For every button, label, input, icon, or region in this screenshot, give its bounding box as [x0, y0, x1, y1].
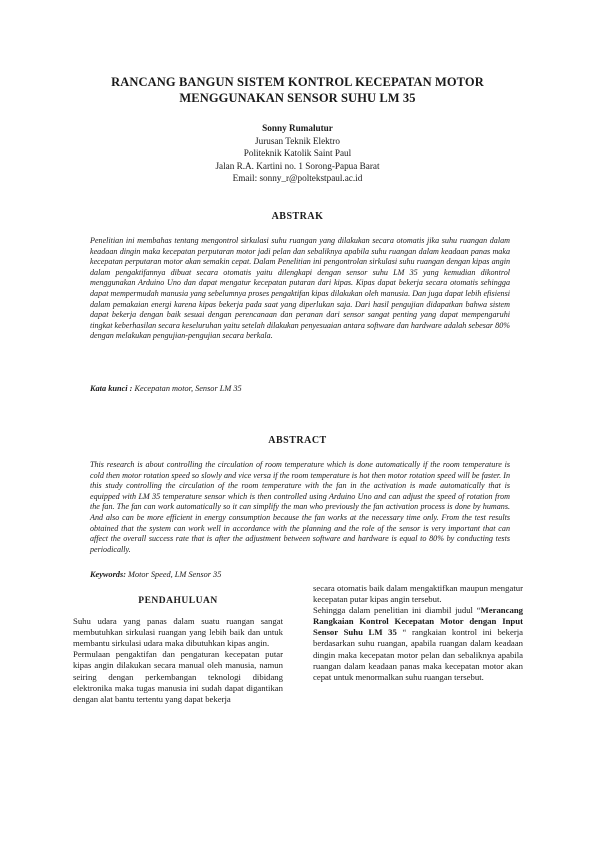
pendahuluan-right-paragraph-2 — [313, 605, 523, 683]
author-department: Jurusan Teknik Elektro — [255, 135, 340, 146]
right-p2-rest: “ rangkaian kontrol ini bekerja berdasarkan suhu ruangan, apabila ruangan dalam keadaan dingin maka kecepatan motor pelan dan sebaliknya apabila ruangan dalam keadaan panas maka kecepatan motor akan cepat untuk menormalkan suhu ruangan tersebut. — [313, 627, 524, 682]
pendahuluan-heading: PENDAHULUAN — [138, 596, 218, 606]
pendahuluan-left-paragraph-1: Suhu udara yang panas dalam suatu ruangan sangat membutuhkan sirkulasi ruangan yang lebih baik dan untuk membantu sirkulasi udara maka dibutuhkan kipas angin. — [73, 616, 283, 649]
title-line-1: RANCANG BANGUN SISTEM KONTROL KECEPATAN MOTOR — [111, 75, 484, 89]
author-block — [140, 122, 455, 185]
abstract-keywords — [90, 569, 510, 580]
paper-title — [60, 74, 535, 106]
abstrak-keywords — [90, 383, 510, 394]
abstrak-keywords-value: Kecepatan motor, Sensor LM 35 — [132, 384, 242, 393]
author-name: Sonny Rumalutur — [262, 123, 333, 133]
abstract-body: This research is about controlling the circulation of room temperature which is done automatically if the room temperature is cold then motor rotation speed so slowly and vice versa if the room temperature is hot then motor rotation speed will be faster. In this study controlling the circulation of the room temperature with the fan in the activation is made automatically that is equipped with LM 35 temperature sensor which is then controlled using Arduino Uno and can adjust the speed of rotation from the fan. The fan can work automatically so it can simplify the man who previously the fan activation process is done by humans. And also can be more efficient in energy consumption because the fan works at the necessary time only. From the test results obtained that the system can work well in accordance with the planning and the role of the sensor is very important that can affect the overall success rate that is after the adjustment between software and hardware is equal to 80% by conducting tests periodically. — [90, 460, 510, 554]
abstrak-keywords-label: Kata kunci : — [90, 384, 133, 393]
abstrak-body: Penelitian ini membahas tentang mengontrol sirkulasi suhu ruangan yang dilakukan secara otomatis jika suhu ruangan dalam keadaan dingin maka kecepatan perputaran motor jadi pelan dan sebaliknya apabila suhu ruangan dalam keadaan panas maka kecepatan perputaran motor akan semakin cepat. Dalam Penelitian ini pengontrolan sirkulasi suhu ruangan dengan kipas angin dalam pengaktifannya dibuat secara otomatis yaitu dilengkapi dengan sensor suhu LM 35 yang kemudian dikontrol menggunakan Arduino Uno dan dapat mengatur kecepatan putaran dari kipas. Kipas dapat bekerja secara otomatis sehingga dapat mempermudah manusia yang sebelumnya proses pengaktifan kipas dilakukan oleh manusia. Dan juga dapat lebih efisiensi dalam pemakaian energi karena kipas bekerja pada saat yang diperlukan saja. Dari hasil pengujian didapatkan bahwa sistem dapat bekerja dengan baik sesuai dengan perencanaan dan peranan dari sensor sangat penting yang dapat mempengaruhi tingkat keberhasilan secara keseluruhan yaitu setelah dilakukan penyesuaian antara software dan hardware adalah sebesar 80% dengan melakukan pengujian-pengujian secara berkala. — [90, 236, 510, 341]
title-line-2: MENGGUNAKAN SENSOR SUHU LM 35 — [179, 91, 416, 105]
author-email[interactable]: Email: sonny_r@poltekstpaul.ac.id — [232, 173, 363, 184]
abstract-keywords-label: Keywords: — [90, 570, 126, 579]
abstrak-heading: ABSTRAK — [271, 211, 324, 222]
right-p2-bold-title: Merancang Rangkaian Kontrol Kecepatan Motor dengan Input Sensor Suhu LM 35 — [313, 605, 523, 638]
author-institution: Politeknik Katolik Saint Paul — [243, 148, 352, 159]
author-address: Jalan R.A. Kartini no. 1 Sorong-Papua Barat — [215, 160, 380, 171]
pendahuluan-left-paragraph-2: Permulaan pengaktifan dan pengaturan kecepatan putar kipas angin dilakukan secara manual oleh manusia, namun seiring dengan perkembangan teknologi dibidang elektronika maka tugas manusia ini sudah dapat digantikan dengan alat bantu tertentu yang dapat bekerja — [73, 649, 283, 704]
abstract-heading: ABSTRACT — [268, 435, 327, 446]
right-column — [313, 583, 523, 683]
right-p2-intro: Sehingga dalam penelitian ini diambil judul “ — [313, 605, 481, 616]
pendahuluan-right-paragraph-1: secara otomatis baik dalam mengaktifkan maupun mengatur kecepatan putar kipas angin tersebut. — [313, 583, 523, 605]
abstract-keywords-value: Motor Speed, LM Sensor 35 — [125, 570, 222, 579]
left-column — [73, 596, 283, 705]
